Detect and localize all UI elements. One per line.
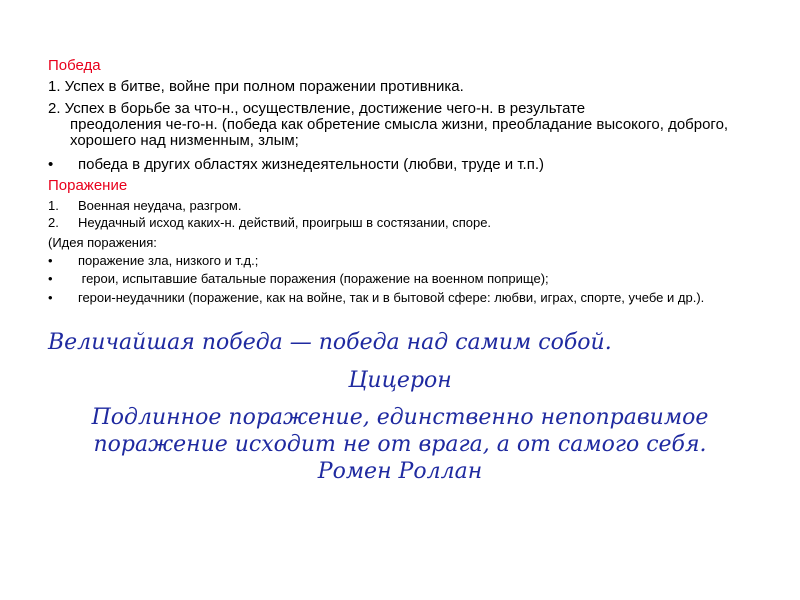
porazhenie-idea-text: (Идея поражения: — [48, 235, 157, 250]
pobeda-item-2-line1: 2. Успех в борьбе за что-н., осуществление, достижение чего-н. в результате — [48, 100, 586, 117]
pobeda-heading: Победа — [48, 57, 101, 74]
pobeda-item-2-rest: преодоления че-го-н. (победа как обретение смысла жизни, преобладание высокого, доброго, хорошего над низменным, злым; — [70, 116, 729, 149]
bullet-marker: • — [48, 290, 53, 305]
pobeda-bullet-text: победа в других областях жизнедеятельности (любви, труде и т.п.) — [78, 156, 545, 173]
porazhenie-item-1-text: Военная неудача, разгром. — [78, 198, 242, 213]
porazhenie-item-2-text: Неудачный исход каких-н. действий, проигрыш в состязании, споре. — [78, 215, 492, 230]
porazhenie-bullet-1-text: поражение зла, низкого и т.д.; — [78, 253, 259, 268]
bullet-marker: • — [48, 253, 53, 268]
porazhenie-idea — [48, 236, 768, 250]
list-number: 1. — [48, 198, 59, 213]
bullet-marker: • — [48, 271, 53, 286]
quote-2-line-1: Подлинное поражение, единственно непоправимое — [91, 405, 709, 430]
porazhenie-bullet-3-text: герои-неудачники (поражение, как на войне, так и в бытовой сфере: любви, играх, спорте, учебе и др.). — [78, 290, 705, 305]
quote-2-author: Ромен Роллан — [317, 459, 483, 484]
quote-2-line-2: поражение исходит не от врага, а от самого себя. — [93, 432, 707, 457]
bullet-marker: • — [48, 156, 54, 173]
list-number: 2. — [48, 215, 59, 230]
pobeda-item-2 — [48, 101, 758, 149]
porazhenie-heading: Поражение — [48, 177, 128, 194]
pobeda-item-1: 1. Успех в битве, войне при полном поражении противника. — [48, 78, 464, 95]
quote-1-author: Цицерон — [348, 368, 452, 393]
porazhenie-bullet-2-text: герои, испытавшие батальные поражения (поражение на военном поприще); — [78, 271, 549, 286]
quote-1: Величайшая победа — победа над самим собой. — [48, 330, 612, 355]
